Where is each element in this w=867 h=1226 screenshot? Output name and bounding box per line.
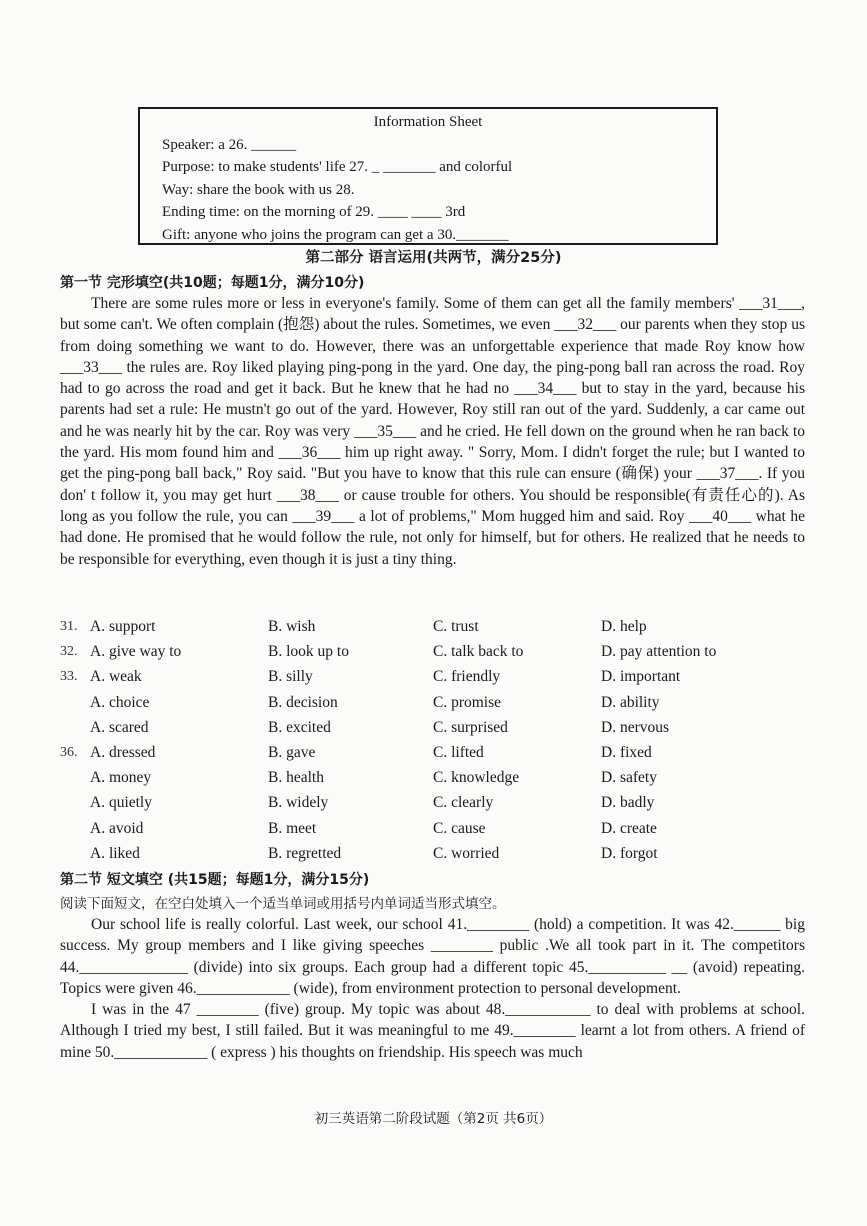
- option-number: 32.: [60, 644, 78, 660]
- option-b: B. look up to: [268, 643, 349, 661]
- section-2-instruction: 阅读下面短文，在空白处填入一个适当单词或用括号内单词适当形式填空。: [60, 896, 506, 912]
- information-sheet-box: [138, 107, 718, 245]
- info-line-ending-time: Ending time: on the morning of 29. ____ ____ 3rd: [162, 204, 466, 220]
- cloze-options: [60, 614, 820, 866]
- option-c: C. lifted: [433, 743, 484, 761]
- option-a: A. avoid: [90, 819, 144, 837]
- option-a: A. give way to: [90, 643, 182, 661]
- info-line-gift: Gift: anyone who joins the program can get a 30._______: [162, 226, 509, 243]
- option-a: A. dressed: [90, 743, 156, 761]
- cloze-passage: [60, 293, 805, 570]
- option-b: B. excited: [268, 718, 331, 736]
- option-b: B. decision: [268, 693, 338, 711]
- fill-in-passage: [60, 914, 805, 1063]
- option-c: C. talk back to: [433, 643, 524, 661]
- option-b: B. widely: [268, 794, 329, 812]
- option-b: B. silly: [268, 668, 313, 686]
- option-c: C. clearly: [433, 794, 494, 812]
- option-d: D. nervous: [601, 718, 670, 736]
- option-a: A. weak: [90, 668, 142, 686]
- option-row-39: [60, 816, 820, 841]
- fill-in-paragraph-1: Our school life is really colorful. Last week, our school 41.________ (hold) a competition. It was 42.______ big success. My group members and I like giving speeches ________ public .We all took part in it. The competitors 44.______________ (divide) into six groups. Each group had a different topic 45.__________ __ (avoid) repeating. Topics were given 46.____________ (wide), from environment protection to personal development.: [60, 916, 805, 997]
- option-row-40: [60, 841, 820, 866]
- info-line-purpose: Purpose: to make students' life 27. _ _______ and colorful: [162, 159, 513, 175]
- page-footer: 初三英语第二阶段试题（第2页 共6页）: [314, 1111, 553, 1127]
- option-b: B. health: [268, 769, 324, 787]
- option-row-36: [60, 740, 820, 765]
- option-a: A. liked: [90, 844, 140, 862]
- option-b: B. gave: [268, 743, 316, 761]
- option-a: A. money: [90, 769, 152, 787]
- option-number: 36.: [60, 744, 78, 760]
- option-d: D. pay attention to: [601, 643, 717, 661]
- option-row-35: [60, 715, 820, 740]
- info-line-way: Way: share the book with us 28.: [162, 181, 355, 198]
- option-d: D. help: [601, 618, 647, 635]
- option-row-34: [60, 690, 820, 715]
- option-row-33: [60, 664, 820, 689]
- cloze-passage-text: There are some rules more or less in everyone's family. Some of them can get all the family members' ___31___, but some can't. We often complain (抱怨) about the rules. Sometimes, we even ___32___ our parents when they stop us from doing something we want to do. However, there was an unforgettable experience that made Roy know how ___33___ the rules are. Roy liked playing ping-pong in the yard. One day, the ping-pong ball ran across the road. Roy had to go across the road and get it back. But he knew that he had no ___34___ but to stay in the yard, because his parents had set a rule: He mustn't go out of the yard. However, Roy still ran out of the yard. Suddenly, a car came out and he was nearly hit by the car. Roy was very ___35___ and he cried. He fell down on the ground when he ran back to the yard. His mom found him and ___36___ him up right away. " Sorry, Mom. I didn't forget the rule; but I wanted to get the ping-pong ball back," Roy said. "But you have to know that this rule can ensure (确保) your ___37___. If you don' t follow it, you may get hurt ___38___ or cause trouble for others. You should be responsible(有责任心的). As long as you follow the rule, you can ___39___ a lot of problems," Mom hugged him and said. Roy ___40___ what he had done. He promised that he would follow the rule, not only for himself, but for others. He realized that he needs to be responsible for everything, even though it is just a tiny thing.: [60, 295, 805, 568]
- option-a: A. choice: [90, 693, 150, 711]
- option-b: B. meet: [268, 819, 317, 837]
- part-two-title: 第二部分 语言运用(共两节，满分25分): [305, 250, 562, 266]
- option-d: D. create: [601, 819, 657, 837]
- option-d: D. ability: [601, 693, 660, 711]
- option-a: A. support: [90, 618, 156, 635]
- option-row-38: [60, 790, 820, 815]
- option-d: D. fixed: [601, 743, 652, 761]
- option-c: C. friendly: [433, 668, 501, 686]
- option-c: C. promise: [433, 693, 502, 711]
- info-line-speaker: Speaker: a 26. ______: [162, 136, 297, 153]
- section-1-title: 第一节 完形填空(共10题；每题1分，满分10分): [60, 275, 365, 291]
- option-number: 31.: [60, 619, 78, 634]
- option-d: D. badly: [601, 794, 655, 812]
- option-a: A. scared: [90, 718, 149, 736]
- option-c: C. knowledge: [433, 769, 520, 787]
- option-b: B. regretted: [268, 844, 342, 862]
- option-d: D. safety: [601, 769, 657, 787]
- option-c: C. cause: [433, 819, 486, 837]
- option-c: C. worried: [433, 844, 500, 862]
- option-c: C. surprised: [433, 718, 508, 736]
- option-d: D. forgot: [601, 844, 658, 862]
- option-number: 33.: [60, 669, 78, 685]
- option-row-37: [60, 765, 820, 790]
- option-b: B. wish: [268, 618, 316, 635]
- option-row-31: [60, 614, 820, 639]
- section-2-title: 第二节 短文填空 (共15题；每题1分，满分15分): [60, 872, 370, 888]
- option-c: C. trust: [433, 618, 479, 635]
- info-sheet-title: Information Sheet: [373, 114, 483, 130]
- option-d: D. important: [601, 668, 681, 686]
- fill-in-paragraph-2: I was in the 47 ________ (five) group. My topic was about 48.___________ to deal with problems at school. Although I tried my best, I still failed. But it was meaningful to me 49.________ learnt a lot from others. A friend of mine 50.____________ ( express ) his thoughts on friendship. His speech was much: [60, 1001, 805, 1061]
- option-row-32: [60, 639, 820, 664]
- option-a: A. quietly: [90, 794, 152, 812]
